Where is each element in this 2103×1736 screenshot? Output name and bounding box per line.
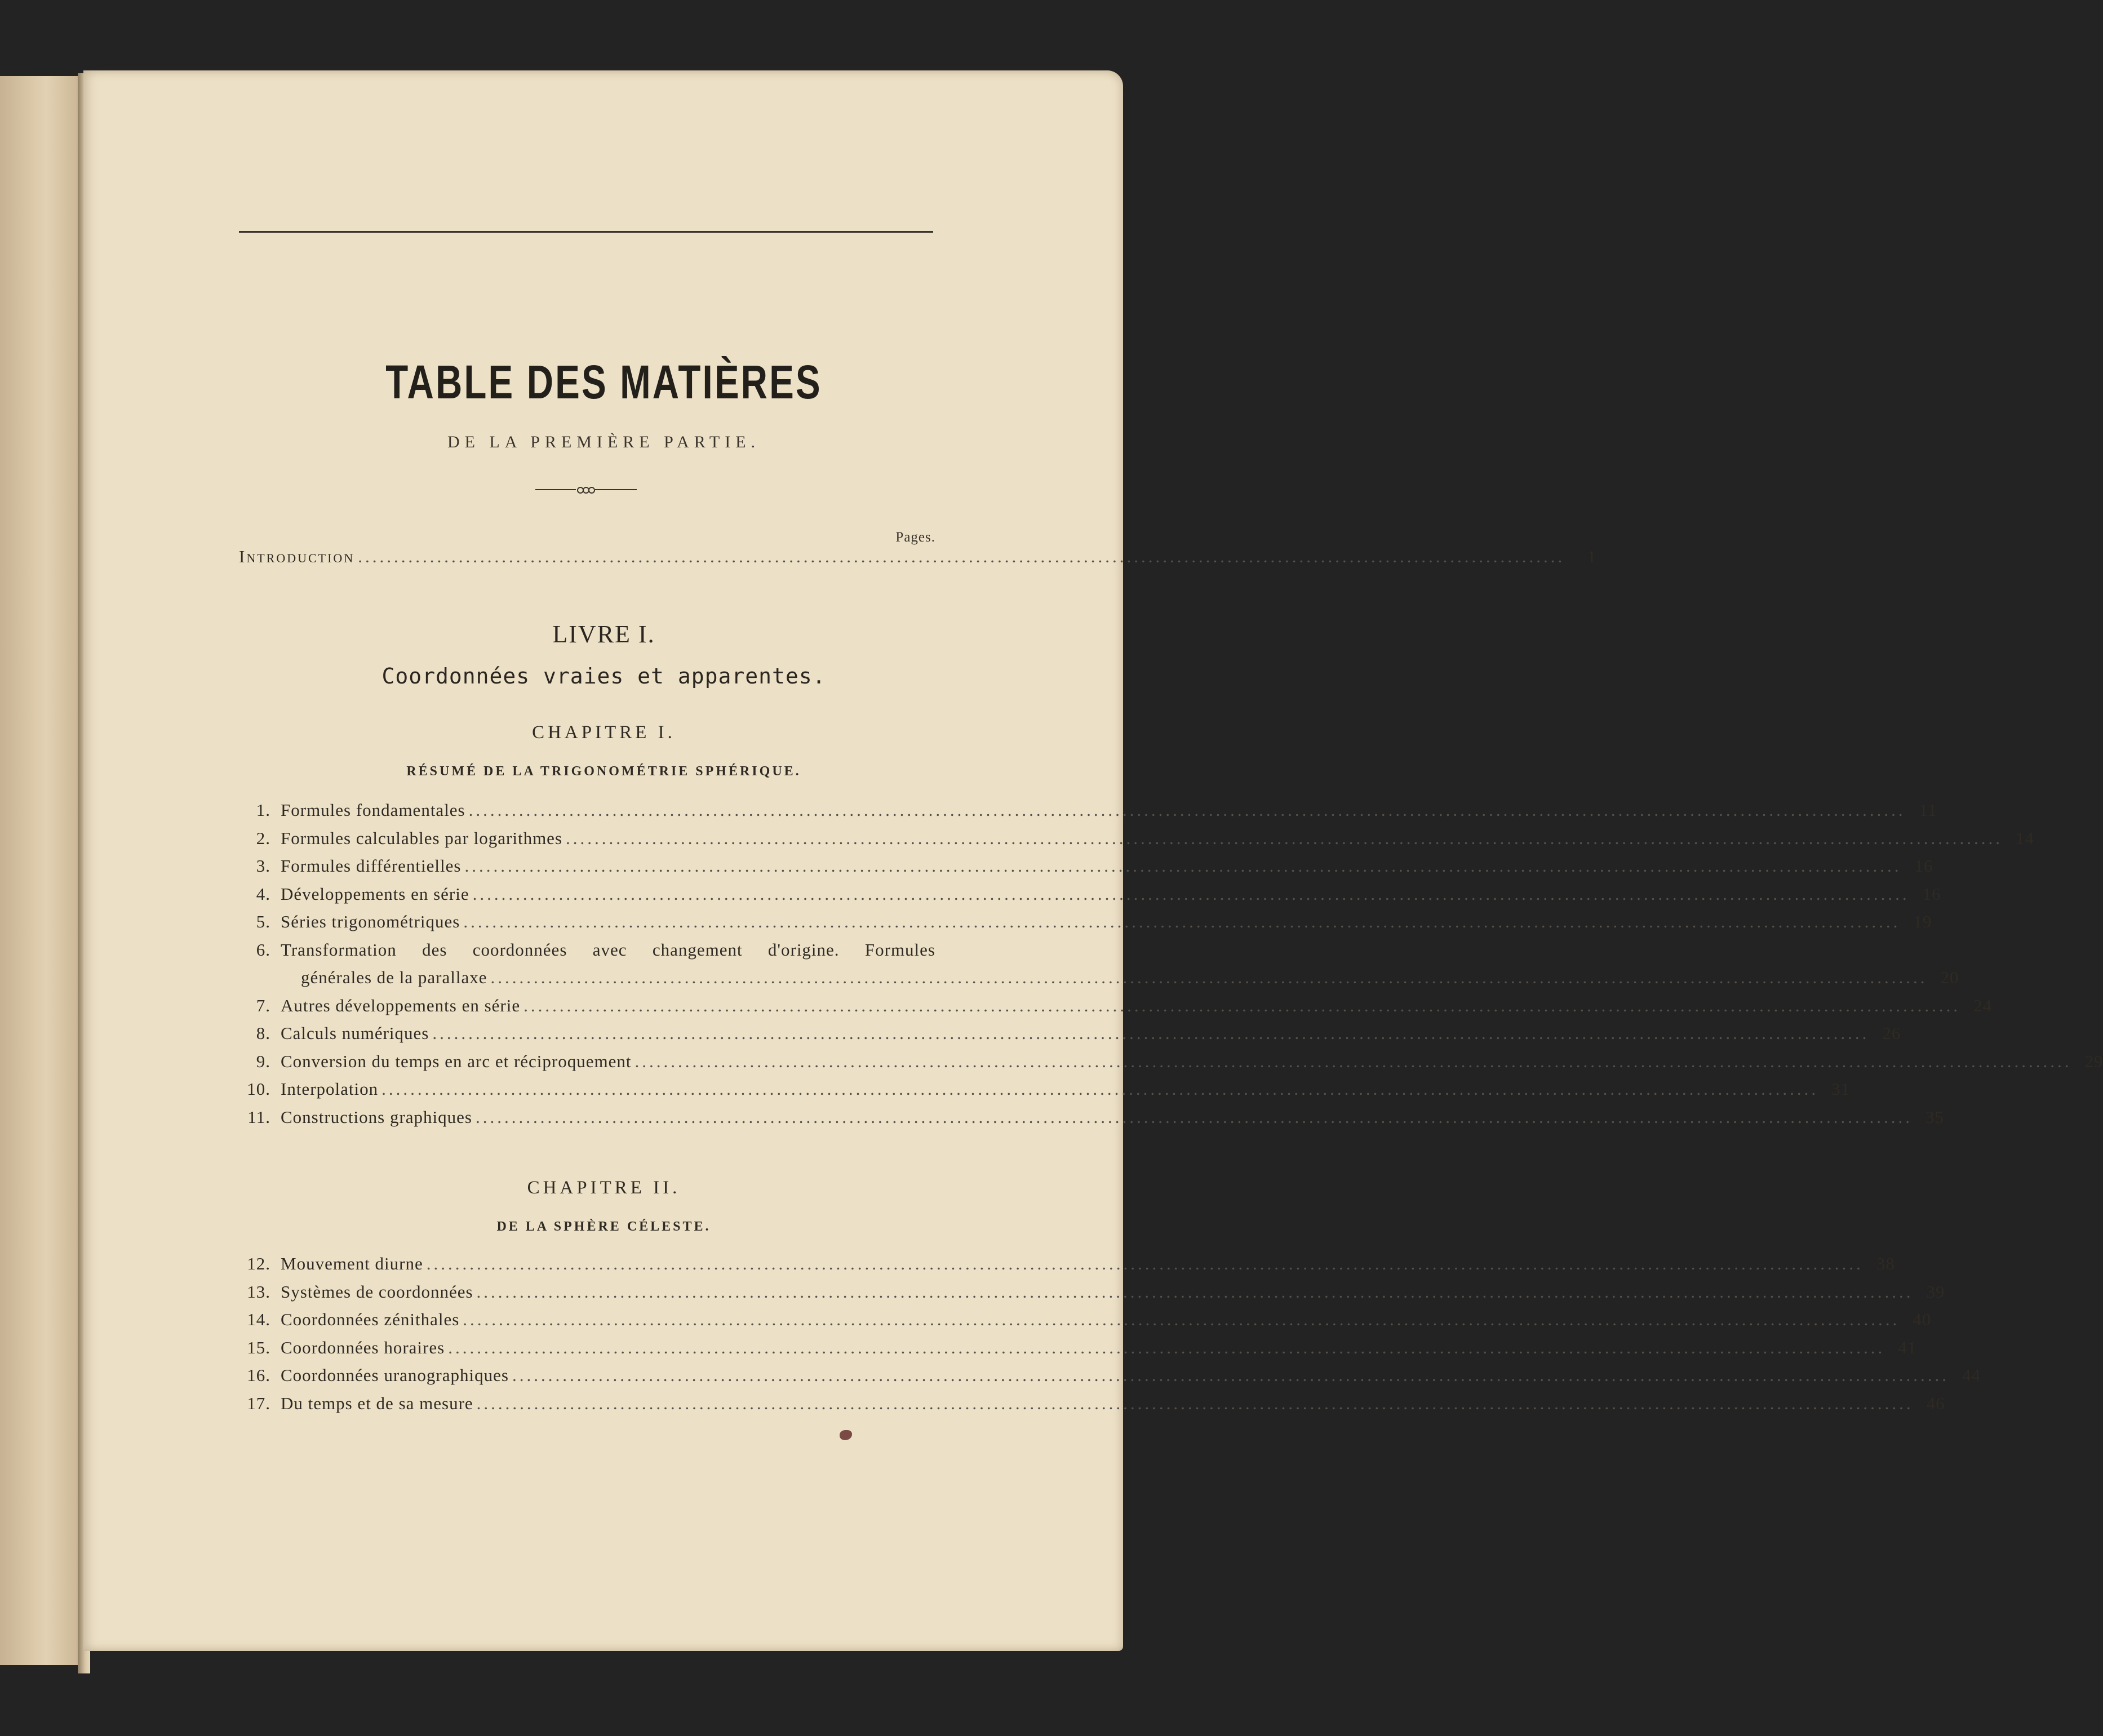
toc-entry-label: générales de la parallaxe xyxy=(301,967,487,987)
toc-entry[interactable] xyxy=(239,1281,1945,1306)
toc-entry-page: 14 xyxy=(2016,828,2035,848)
toc-entry-page: 44 xyxy=(1962,1365,1981,1385)
toc-entry-page: 31 xyxy=(1831,1079,1851,1099)
chapter-2-subtitle: DE LA SPHÈRE CÉLESTE. xyxy=(496,1219,711,1234)
chapter-1-subtitle: RÉSUMÉ DE LA TRIGONOMÉTRIE SPHÉRIQUE. xyxy=(406,764,801,779)
toc-entry[interactable] xyxy=(239,940,935,964)
toc-entry-number: 17. xyxy=(247,1393,270,1413)
toc-entry-page: 38 xyxy=(1876,1254,1895,1273)
leader-dots: ........................................................................................................................................................................................................ xyxy=(464,856,1902,876)
toc-entry-number: 8. xyxy=(256,1023,270,1043)
leader-dots: ........................................................................................................................................................................................................ xyxy=(381,1079,1819,1099)
toc-entry[interactable] xyxy=(239,1079,1851,1103)
leader-dots: ........................................................................................................................................................................................................ xyxy=(426,1254,1864,1273)
toc-entry-page: 16 xyxy=(1922,883,1941,904)
toc-entry-page: 20 xyxy=(1940,967,1959,987)
toc-entry[interactable] xyxy=(239,1393,1945,1417)
leader-dots: ........................................................................................................................................................................................................ xyxy=(432,1023,1870,1043)
chapter-2-heading: CHAPITRE II. xyxy=(527,1178,681,1198)
leader-dots: ........................................................................................................................................................................................................ xyxy=(523,995,1961,1015)
toc-entry[interactable] xyxy=(239,856,1933,880)
toc-entry-introduction[interactable] xyxy=(239,547,1597,570)
toc-entry-number: 10. xyxy=(247,1079,270,1099)
toc-entry-page: 11 xyxy=(1919,800,1937,820)
page-subtitle: DE LA PREMIÈRE PARTIE. xyxy=(447,433,761,451)
leader-dots: ........................................................................................................................................................................................................ xyxy=(463,1309,1900,1329)
toc-entry-page: 35 xyxy=(1925,1107,1944,1127)
toc-entry-number: 13. xyxy=(247,1281,270,1302)
toc-entry-label: Mouvement diurne xyxy=(281,1254,423,1273)
leader-dots: ........................................................................................................................................................................................................ xyxy=(476,1107,1913,1127)
toc-entry-number: 12. xyxy=(247,1254,270,1273)
toc-entry-number: 6. xyxy=(256,939,270,960)
leader-dots: ........................................................................................................................................................................................................ xyxy=(635,1051,2072,1071)
toc-entry[interactable] xyxy=(239,1107,1944,1131)
toc-entry[interactable] xyxy=(239,1365,1981,1389)
leader-dots: ........................................................................................................................................................................................................ xyxy=(490,967,1928,987)
page-title: TABLE DES MATIÈRES xyxy=(385,356,822,409)
toc-entry-label: Autres développements en série xyxy=(281,995,521,1015)
toc-entry-label: Conversion du temps en arc et réciproquement xyxy=(281,1051,632,1071)
toc-entry-label: Interpolation xyxy=(281,1079,379,1099)
toc-entry-label: Du temps et de sa mesure xyxy=(281,1393,473,1413)
toc-entry-number: 4. xyxy=(256,883,270,904)
leader-dots: ........................................................................................................................................................................................................ xyxy=(472,883,1910,904)
chapter-1-heading: CHAPITRE I. xyxy=(532,722,676,743)
toc-entry[interactable] xyxy=(239,1051,2103,1075)
toc-entry-label: Coordonnées uranographiques xyxy=(281,1365,509,1385)
toc-entry-label: Transformation des coordonnées avec changement d'origine. Formules xyxy=(281,939,935,960)
toc-entry-page: 39 xyxy=(1926,1281,1945,1302)
toc-entry-page: 26 xyxy=(1882,1023,1901,1043)
ornament-divider xyxy=(535,487,637,492)
toc-entry[interactable] xyxy=(239,828,2035,852)
toc-entry-page: 16 xyxy=(1914,856,1933,876)
toc-entry[interactable] xyxy=(239,967,1959,991)
toc-entry-number: 2. xyxy=(256,828,270,848)
leader-dots: ........................................................................................................................................................................................................ xyxy=(512,1365,1949,1385)
toc-entry-label: Coordonnées zénithales xyxy=(281,1309,460,1329)
toc-entry-page: 29 xyxy=(2084,1051,2103,1071)
toc-entry-label: Systèmes de coordonnées xyxy=(281,1281,473,1302)
toc-entry-page: 40 xyxy=(1913,1309,1932,1329)
toc-entry[interactable] xyxy=(239,995,1993,1019)
leader-dots: ........................................................................................................................................................................ xyxy=(358,547,1565,566)
toc-entry-number: 9. xyxy=(256,1051,270,1071)
toc-entry-page: 24 xyxy=(1973,995,1993,1015)
toc-entry-label: Introduction xyxy=(239,547,355,566)
toc-entry-number: 11. xyxy=(247,1107,270,1127)
toc-entry-label: Constructions graphiques xyxy=(281,1107,472,1127)
livre-subtitle: Coordonnées vraies et apparentes. xyxy=(381,664,826,689)
toc-entry-number: 16. xyxy=(247,1365,270,1385)
toc-entry-label: Formules calculables par logarithmes xyxy=(281,828,563,848)
toc-entry[interactable] xyxy=(239,1023,1901,1047)
leader-dots: ........................................................................................................................................................................................................ xyxy=(476,1393,1914,1413)
toc-entry-number: 7. xyxy=(256,995,270,1015)
toc-entry-label: Séries trigonométriques xyxy=(281,912,460,931)
toc-entry[interactable] xyxy=(239,1309,1932,1333)
toc-entry-number: 15. xyxy=(247,1337,270,1357)
leader-dots: ........................................................................................................................................................................................................ xyxy=(476,1281,1914,1302)
toc-entry-number: 1. xyxy=(256,800,270,820)
leader-dots: ........................................................................................................................................................................................................ xyxy=(468,800,1906,820)
toc-entry-page: 41 xyxy=(1898,1337,1917,1357)
left-page-edge xyxy=(0,76,85,1665)
toc-entry-label: Coordonnées horaires xyxy=(281,1337,445,1357)
toc-entry-number: 14. xyxy=(247,1309,270,1329)
toc-entry-page: 19 xyxy=(1913,912,1932,931)
toc-entry-page: 46 xyxy=(1926,1393,1945,1413)
toc-entry[interactable] xyxy=(239,1254,1895,1277)
toc-entry[interactable] xyxy=(239,912,1932,935)
toc-entry-label: Formules fondamentales xyxy=(281,800,465,820)
leader-dots: ........................................................................................................................................................................................................ xyxy=(463,912,1901,931)
toc-entry-label: Développements en série xyxy=(281,883,469,904)
toc-entry-number: 3. xyxy=(256,856,270,876)
toc-entry[interactable] xyxy=(239,883,1941,908)
toc-entry[interactable] xyxy=(239,1337,1917,1361)
top-rule xyxy=(239,231,933,233)
toc-entry-label: Calculs numériques xyxy=(281,1023,429,1043)
livre-heading: LIVRE I. xyxy=(552,620,655,648)
toc-entry-number: 5. xyxy=(256,912,270,931)
pages-column-header: Pages. xyxy=(895,530,935,545)
leader-dots: ........................................................................................................................................................................................................ xyxy=(566,828,2003,848)
toc-entry[interactable] xyxy=(239,800,1937,824)
toc-entry-page: 1 xyxy=(1587,547,1597,566)
toc-entry-label: Formules différentielles xyxy=(281,856,462,876)
leader-dots: ........................................................................................................................................................................................................ xyxy=(448,1337,1885,1357)
